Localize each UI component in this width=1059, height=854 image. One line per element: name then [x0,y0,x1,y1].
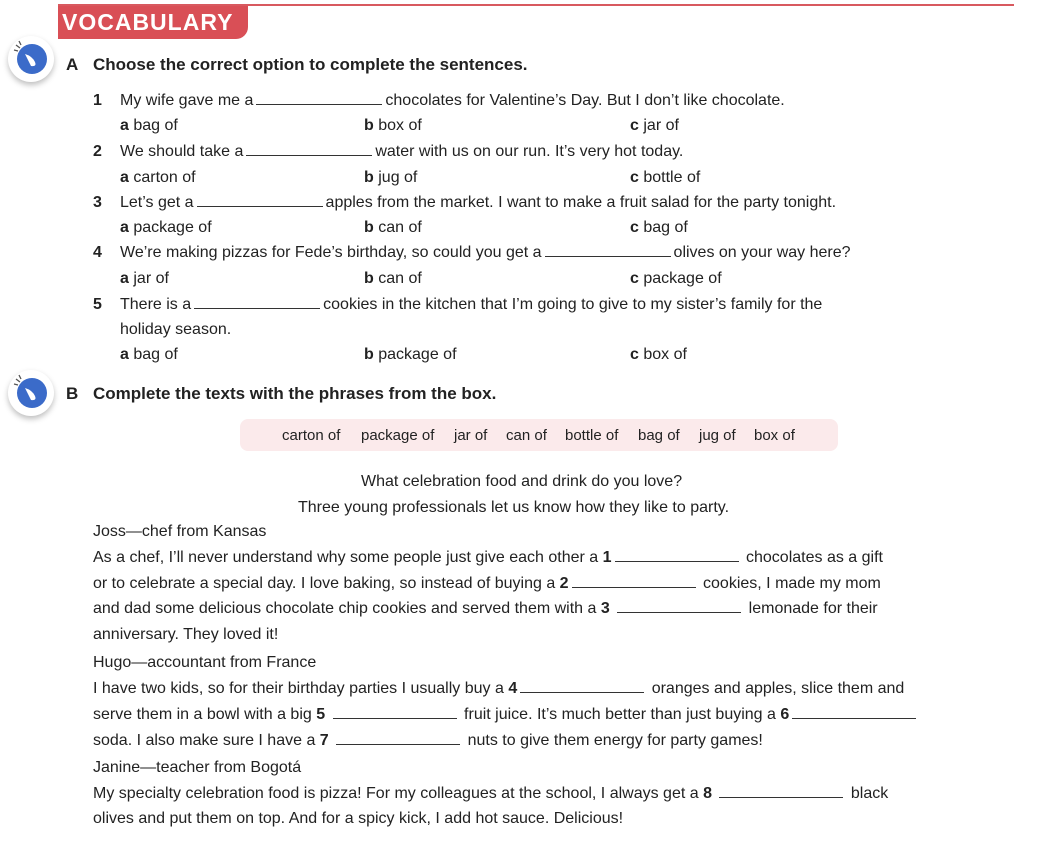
answer-blank[interactable] [615,550,739,562]
question-text: We’re making pizzas for Fede’s birthday, so could you get a [120,244,542,261]
phrase-item[interactable]: box of [754,427,795,444]
text-line: I have two kids, so for their birthday parties I usually buy a 4 oranges and apples, slice them and [93,680,905,697]
question-5 [93,296,822,314]
question-number: 3 [93,194,102,211]
phrase-item[interactable]: bag of [638,427,680,444]
text-line: As a chef, I’ll never understand why some people just give each other a 1 chocolates as a gift [93,549,883,566]
question-text: cookies in the kitchen that I’m going to give to my sister’s family for the [323,296,823,313]
section-b-letter: B [66,384,79,403]
phrase-item[interactable]: jug of [699,427,736,444]
answer-blank[interactable] [336,733,460,745]
answer-blank[interactable] [719,786,843,798]
phrase-item[interactable]: carton of [282,427,341,444]
answer-blank[interactable] [194,297,320,309]
answer-blank[interactable] [572,576,696,588]
answer-blank[interactable] [545,245,671,257]
question-text: My wife gave me a [120,92,254,109]
question-text: Let’s get a [120,194,194,211]
blank-number: 2 [559,575,569,592]
question-number: 4 [93,244,102,261]
blank-number: 5 [316,706,326,723]
answer-blank[interactable] [520,681,644,693]
question-number: 5 [93,296,102,313]
question-text: olives on your way here? [673,244,851,261]
question-number: 1 [93,92,102,109]
option-b[interactable]: b package of [364,346,457,363]
speaker-joss: Joss—chef from Kansas [93,523,267,540]
text-line: anniversary. They loved it! [93,626,279,643]
option-c[interactable]: c package of [630,270,722,287]
question-number: 2 [93,143,102,160]
blank-number: 3 [600,600,610,617]
option-a[interactable]: a bag of [120,117,178,134]
text-line: soda. I also make sure I have a 7 nuts to give them energy for party games! [93,732,763,749]
question-text: chocolates for Valentine’s Day. But I don’t like chocolate. [385,92,785,109]
answer-blank[interactable] [246,144,372,156]
section-b-title: Complete the texts with the phrases from the box. [93,384,497,403]
question-2 [93,143,683,161]
answer-blank[interactable] [197,195,323,207]
blank-number: 8 [703,785,712,802]
question-text: water with us on our run. It’s very hot today. [375,143,684,160]
text-line: serve them in a bowl with a big 5 fruit juice. It’s much better than just buying a 6 [93,706,919,724]
answer-blank[interactable] [256,93,382,105]
question-3 [93,194,836,212]
option-a[interactable]: a package of [120,219,212,236]
option-c[interactable]: c jar of [630,117,679,134]
question-text: There is a [120,296,192,313]
text-line: or to celebrate a special day. I love baking, so instead of buying a 2 cookies, I made my mom [93,575,881,592]
option-b[interactable]: b jug of [364,169,418,186]
question-text: We should take a [120,143,244,160]
text-line: and dad some delicious chocolate chip cookies and served them with a 3 lemonade for their [93,600,878,617]
text-line: My specialty celebration food is pizza! For my colleagues at the school, I always get a 8 black [93,785,889,802]
answer-blank[interactable] [333,707,457,719]
blank-number: 1 [602,549,612,566]
section-tag: VOCABULARY [58,6,248,39]
audio-play-icon[interactable] [8,36,54,82]
speaker-janine: Janine—teacher from Bogotá [93,759,302,776]
phrase-item[interactable]: can of [506,427,547,444]
question-4 [93,244,851,262]
option-b[interactable]: b can of [364,219,422,236]
option-b[interactable]: b can of [364,270,422,287]
question-1 [93,92,785,110]
option-c[interactable]: c bottle of [630,169,701,186]
phrase-item[interactable]: package of [361,427,435,444]
article-subheading: Three young professionals let us know how they like to party. [298,499,730,516]
section-a-letter: A [66,55,79,74]
section-a-title: Choose the correct option to complete the sentences. [93,55,528,74]
option-b[interactable]: b box of [364,117,422,134]
option-a[interactable]: a bag of [120,346,178,363]
article-heading: What celebration food and drink do you love? [361,473,683,490]
blank-number: 4 [508,680,518,697]
blank-number: 7 [319,732,329,749]
speaker-hugo: Hugo—accountant from France [93,654,317,671]
option-a[interactable]: a jar of [120,270,169,287]
option-c[interactable]: c box of [630,346,687,363]
text-line: olives and put them on top. And for a spicy kick, I add hot sauce. Delicious! [93,810,624,827]
question-5-continued: holiday season. [120,321,232,338]
blank-number: 6 [780,706,790,723]
answer-blank[interactable] [617,601,741,613]
phrase-item[interactable]: bottle of [565,427,619,444]
answer-blank[interactable] [792,707,916,719]
option-c[interactable]: c bag of [630,219,688,236]
phrase-item[interactable]: jar of [454,427,488,444]
audio-play-icon[interactable] [8,370,54,416]
option-a[interactable]: a carton of [120,169,196,186]
question-text: apples from the market. I want to make a fruit salad for the party tonight. [325,194,837,211]
